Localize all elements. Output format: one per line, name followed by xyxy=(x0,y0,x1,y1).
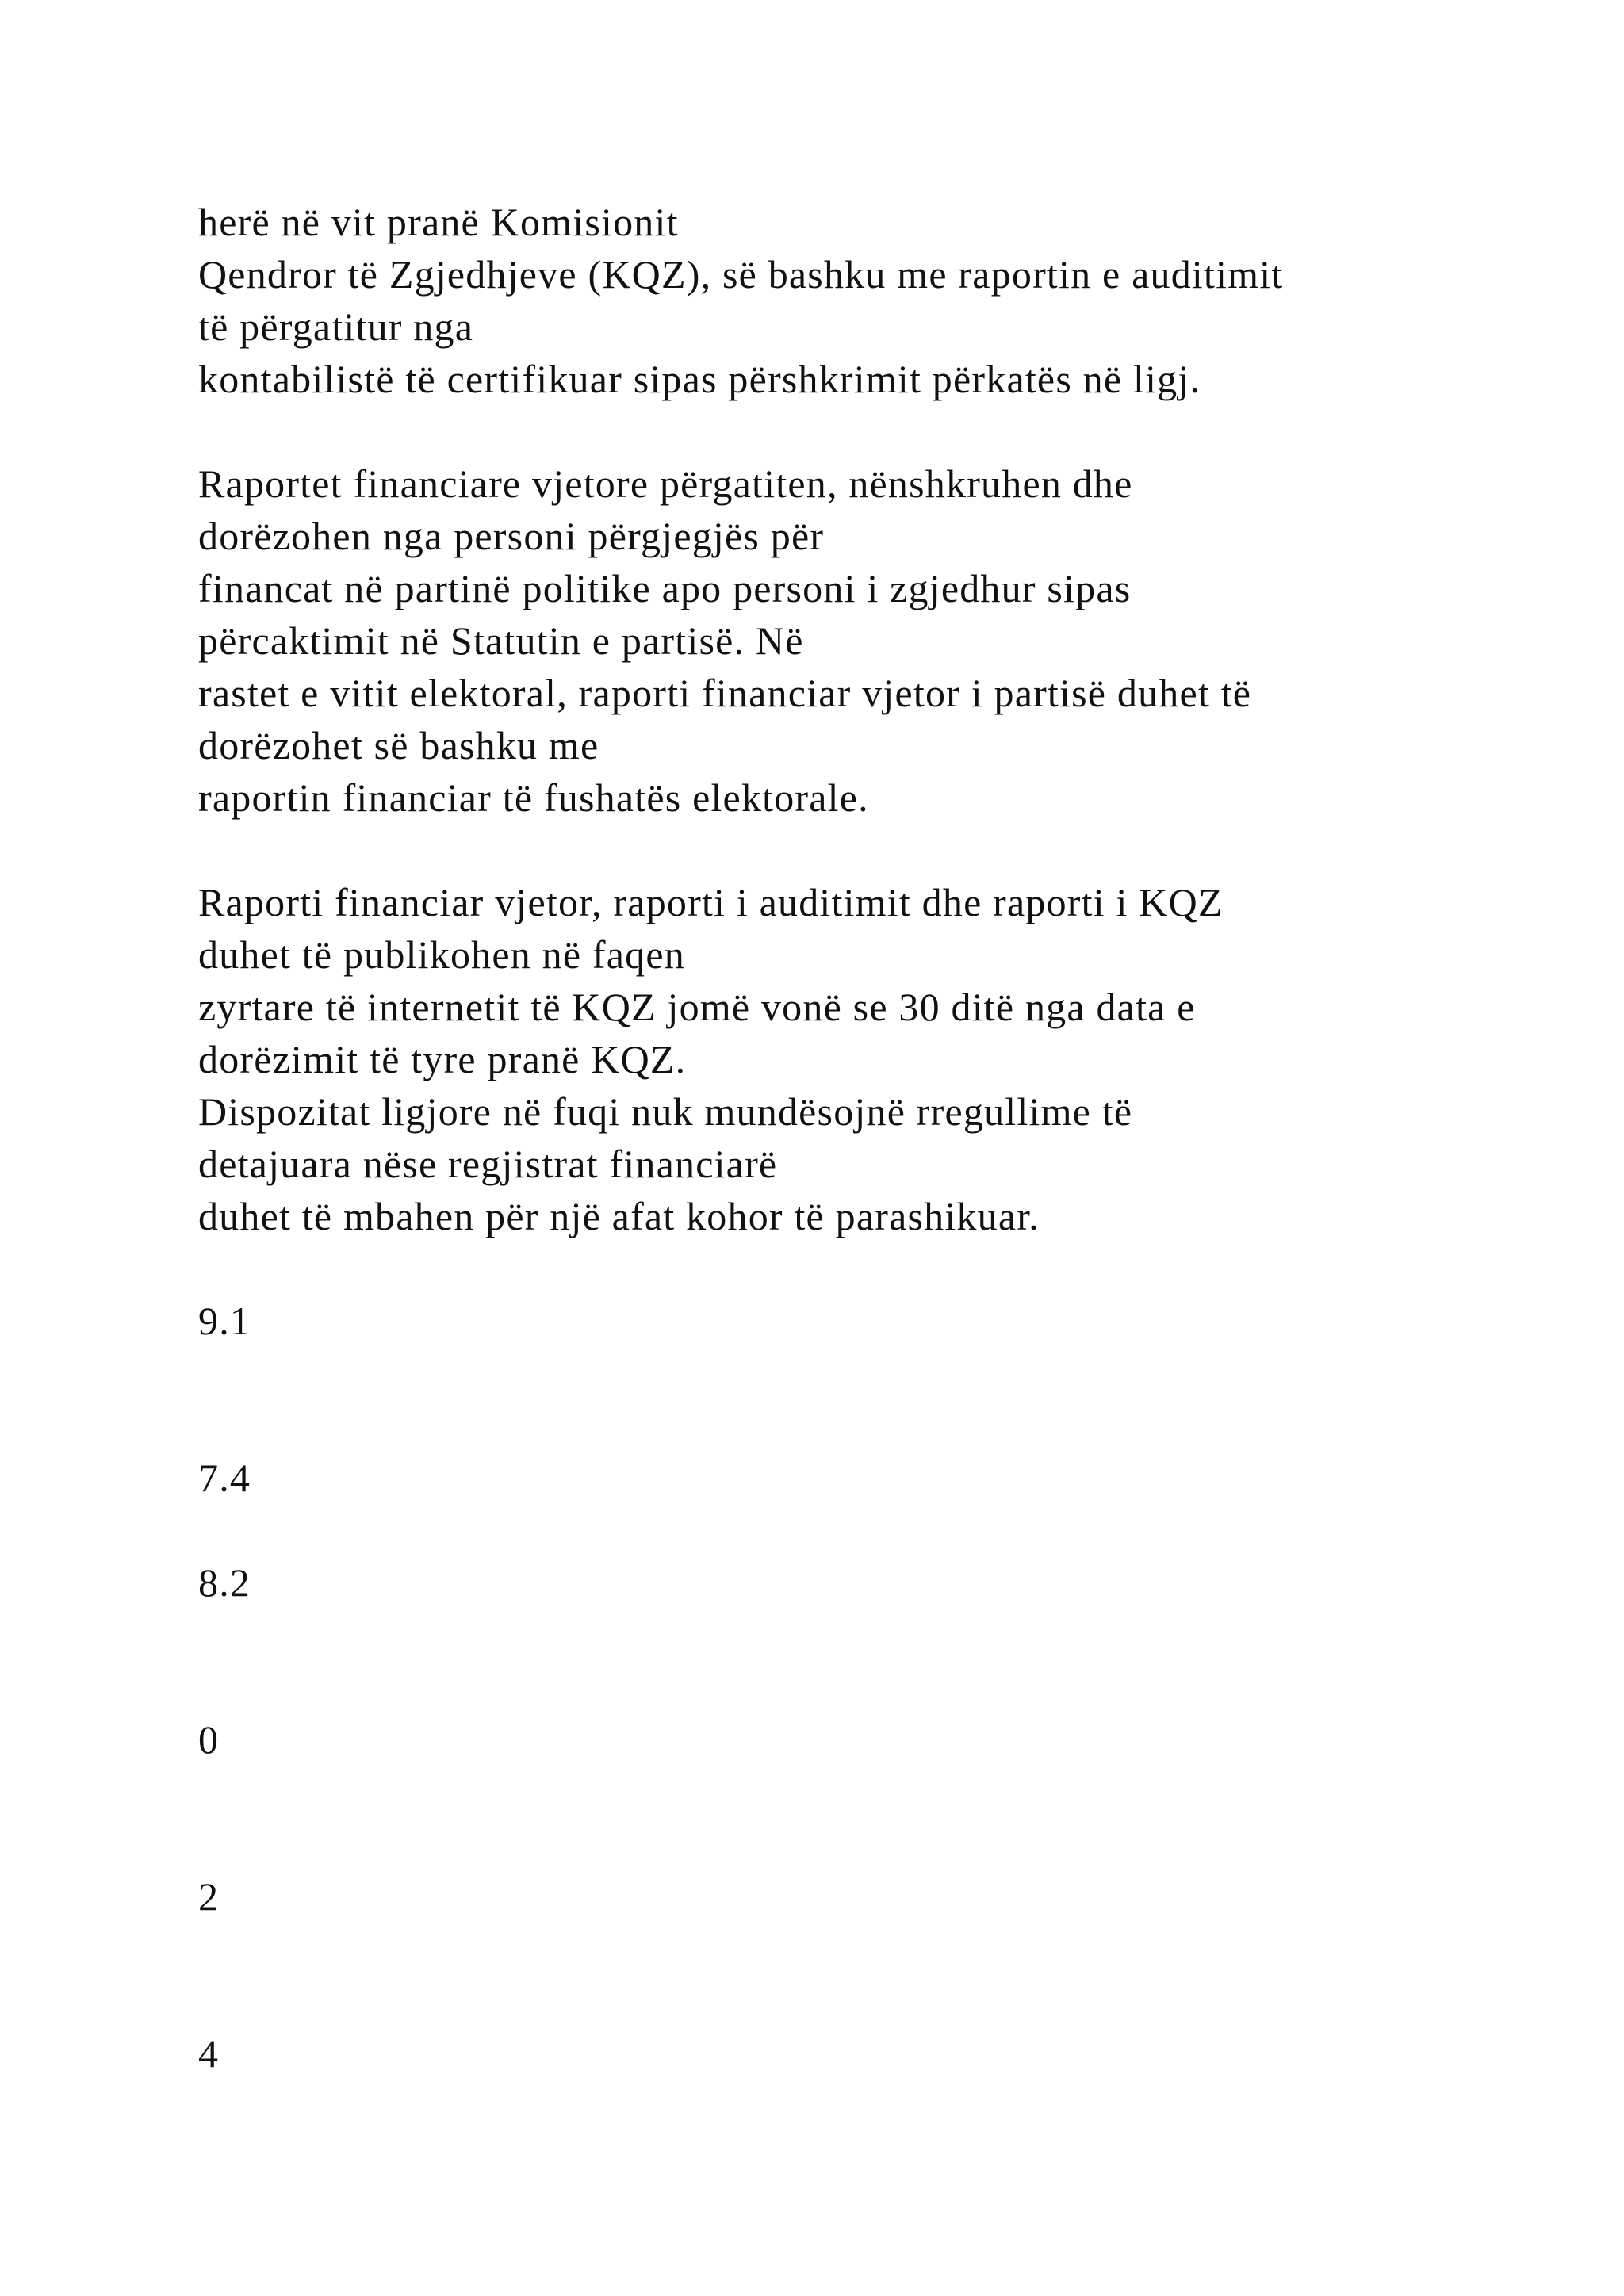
text-line: duhet të publikohen në faqen xyxy=(198,932,685,977)
text-line: financat në partinë politike apo personi i zgjedhur sipas xyxy=(198,566,1132,610)
number-value: 0 xyxy=(198,1717,220,1762)
text-line: Raporti financiar vjetor, raporti i auditimit dhe raporti i KQZ xyxy=(198,880,1224,924)
text-line: dorëzohet së bashku me xyxy=(198,723,599,767)
number-value: 7.4 xyxy=(198,1456,251,1500)
text-line: rastet e vitit elektoral, raporti financiar vjetor i partisë duhet të xyxy=(198,671,1252,715)
text-line: përcaktimit në Statutin e partisë. Në xyxy=(198,618,804,663)
text-line: kontabilistë të certifikuar sipas përshkrimit përkatës në ligj. xyxy=(198,357,1201,401)
text-line: zyrtare të internetit të KQZ jomë vonë se 30 ditë nga data e xyxy=(198,985,1196,1029)
text-line: detajuara nëse regjistrat financiarë xyxy=(198,1142,778,1186)
text-line: herë në vit pranë Komisionit xyxy=(198,200,679,244)
text-line: dorëzimit të tyre pranë KQZ. xyxy=(198,1037,687,1081)
text-line: raportin financiar të fushatës elektorale. xyxy=(198,775,869,820)
text-line: Raportet financiare vjetore përgatiten, nënshkruhen dhe xyxy=(198,461,1133,506)
text-line: duhet të mbahen për një afat kohor të parashikuar. xyxy=(198,1194,1040,1238)
text-line: të përgatitur nga xyxy=(198,304,474,349)
text-line: Qendror të Zgjedhjeve (KQZ), së bashku me raportin e auditimit xyxy=(198,252,1284,297)
text-line: Dispozitat ligjore në fuqi nuk mundësojnë rregullime të xyxy=(198,1089,1133,1134)
number-value: 2 xyxy=(198,1874,220,1919)
number-value: 4 xyxy=(198,2031,220,2076)
number-value: 8.2 xyxy=(198,1560,251,1605)
text-line: dorëzohen nga personi përgjegjës për xyxy=(198,514,825,558)
number-value: 9.1 xyxy=(198,1299,251,1343)
